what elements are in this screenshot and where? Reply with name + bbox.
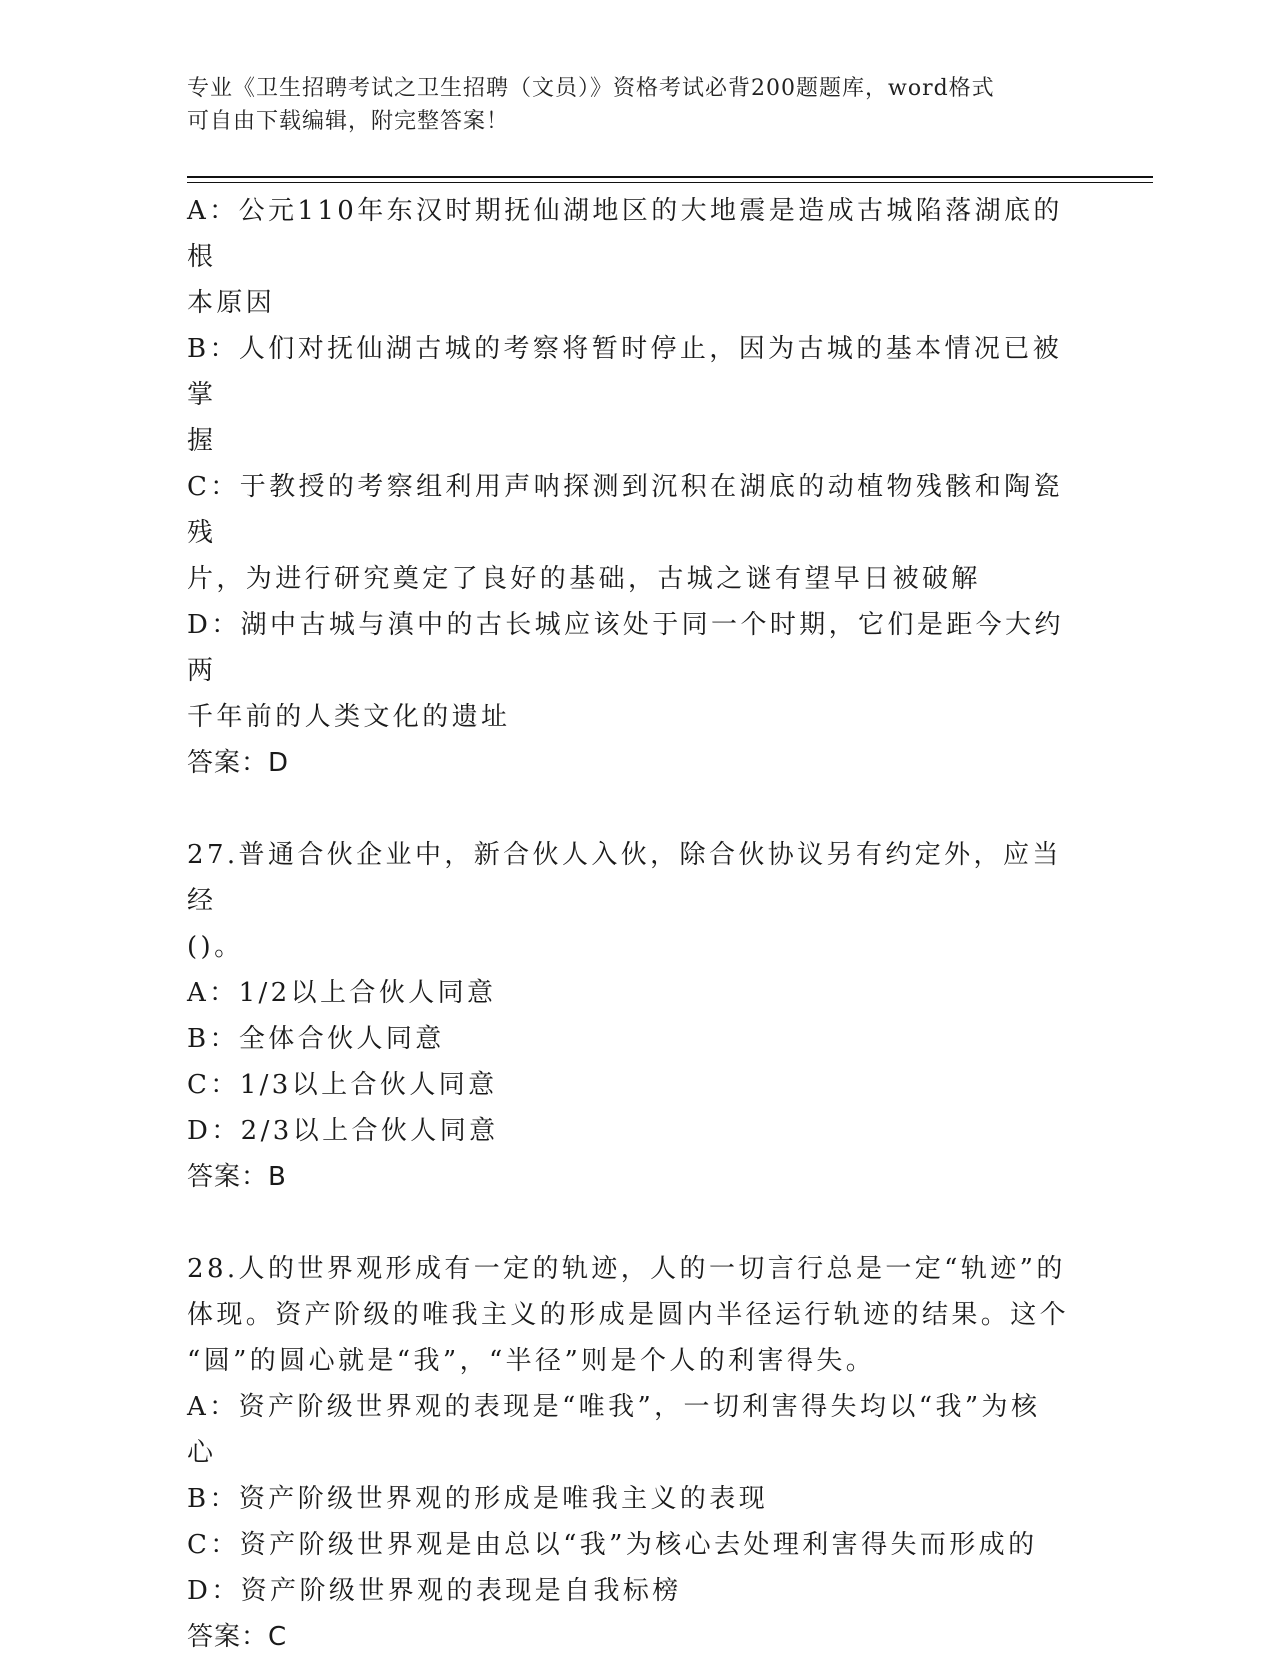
header-line-1: 专业《卫生招聘考试之卫生招聘（文员）》资格考试必背200题题库，word格式 xyxy=(187,76,995,101)
option-d: D：湖中古城与滇中的古长城应该处于同一个时期，它们是距今大约两 xyxy=(187,610,1064,686)
option-b-continued: 握 xyxy=(187,426,217,456)
document-header xyxy=(187,72,1087,138)
option-a-continued: 本原因 xyxy=(187,288,276,318)
option-a-continued: 心 xyxy=(187,1438,217,1468)
header-divider-thin xyxy=(187,182,1153,183)
option-a: A：公元110年东汉时期抚仙湖地区的大地震是造成古城陷落湖底的根 xyxy=(187,196,1063,272)
header-line-2: 可自由下载编辑，附完整答案！ xyxy=(187,109,510,134)
option-b: B：资产阶级世界观的形成是唯我主义的表现 xyxy=(187,1484,769,1514)
option-d: D：资产阶级世界观的表现是自我标榜 xyxy=(187,1576,682,1606)
option-c: C：1/3以上合伙人同意 xyxy=(187,1070,498,1100)
question-stem-continued: 体现。资产阶级的唯我主义的形成是圆内半径运行轨迹的结果。这个 xyxy=(187,1300,1070,1330)
question-stem: 28.人的世界观形成有一定的轨迹，人的一切言行总是一定“轨迹”的 xyxy=(187,1254,1066,1284)
option-c-continued: 片，为进行研究奠定了良好的基础，古城之谜有望早日被破解 xyxy=(187,564,981,594)
question-28 xyxy=(187,1246,1079,1660)
question-stem-continued: “圆”的圆心就是“我”，“半径”则是个人的利害得失。 xyxy=(187,1346,876,1376)
option-c: C：于教授的考察组利用声呐探测到沉积在湖底的动植物残骸和陶瓷残 xyxy=(187,472,1063,548)
answer-label: 答案：D xyxy=(187,748,290,778)
option-a: A：资产阶级世界观的表现是“唯我”，一切利害得失均以“我”为核 xyxy=(187,1392,1041,1422)
option-d: D：2/3以上合伙人同意 xyxy=(187,1116,499,1146)
option-b: B：全体合伙人同意 xyxy=(187,1024,445,1054)
question-stem: 27.普通合伙企业中，新合伙人入伙，除合伙协议另有约定外，应当经 xyxy=(187,840,1062,916)
option-d-continued: 千年前的人类文化的遗址 xyxy=(187,702,511,732)
question-26-options xyxy=(187,188,1079,786)
answer-label: 答案：C xyxy=(187,1622,288,1652)
question-stem-continued: ()。 xyxy=(187,932,244,962)
answer-label: 答案：B xyxy=(187,1162,287,1192)
header-divider-thick xyxy=(187,176,1153,178)
option-b: B：人们对抚仙湖古城的考察将暂时停止，因为古城的基本情况已被掌 xyxy=(187,334,1063,410)
option-a: A：1/2以上合伙人同意 xyxy=(187,978,497,1008)
option-c: C：资产阶级世界观是由总以“我”为核心去处理利害得失而形成的 xyxy=(187,1530,1038,1560)
question-27 xyxy=(187,832,1079,1200)
question-list xyxy=(187,188,1079,1660)
spacer xyxy=(187,1200,1079,1246)
spacer xyxy=(187,786,1079,832)
